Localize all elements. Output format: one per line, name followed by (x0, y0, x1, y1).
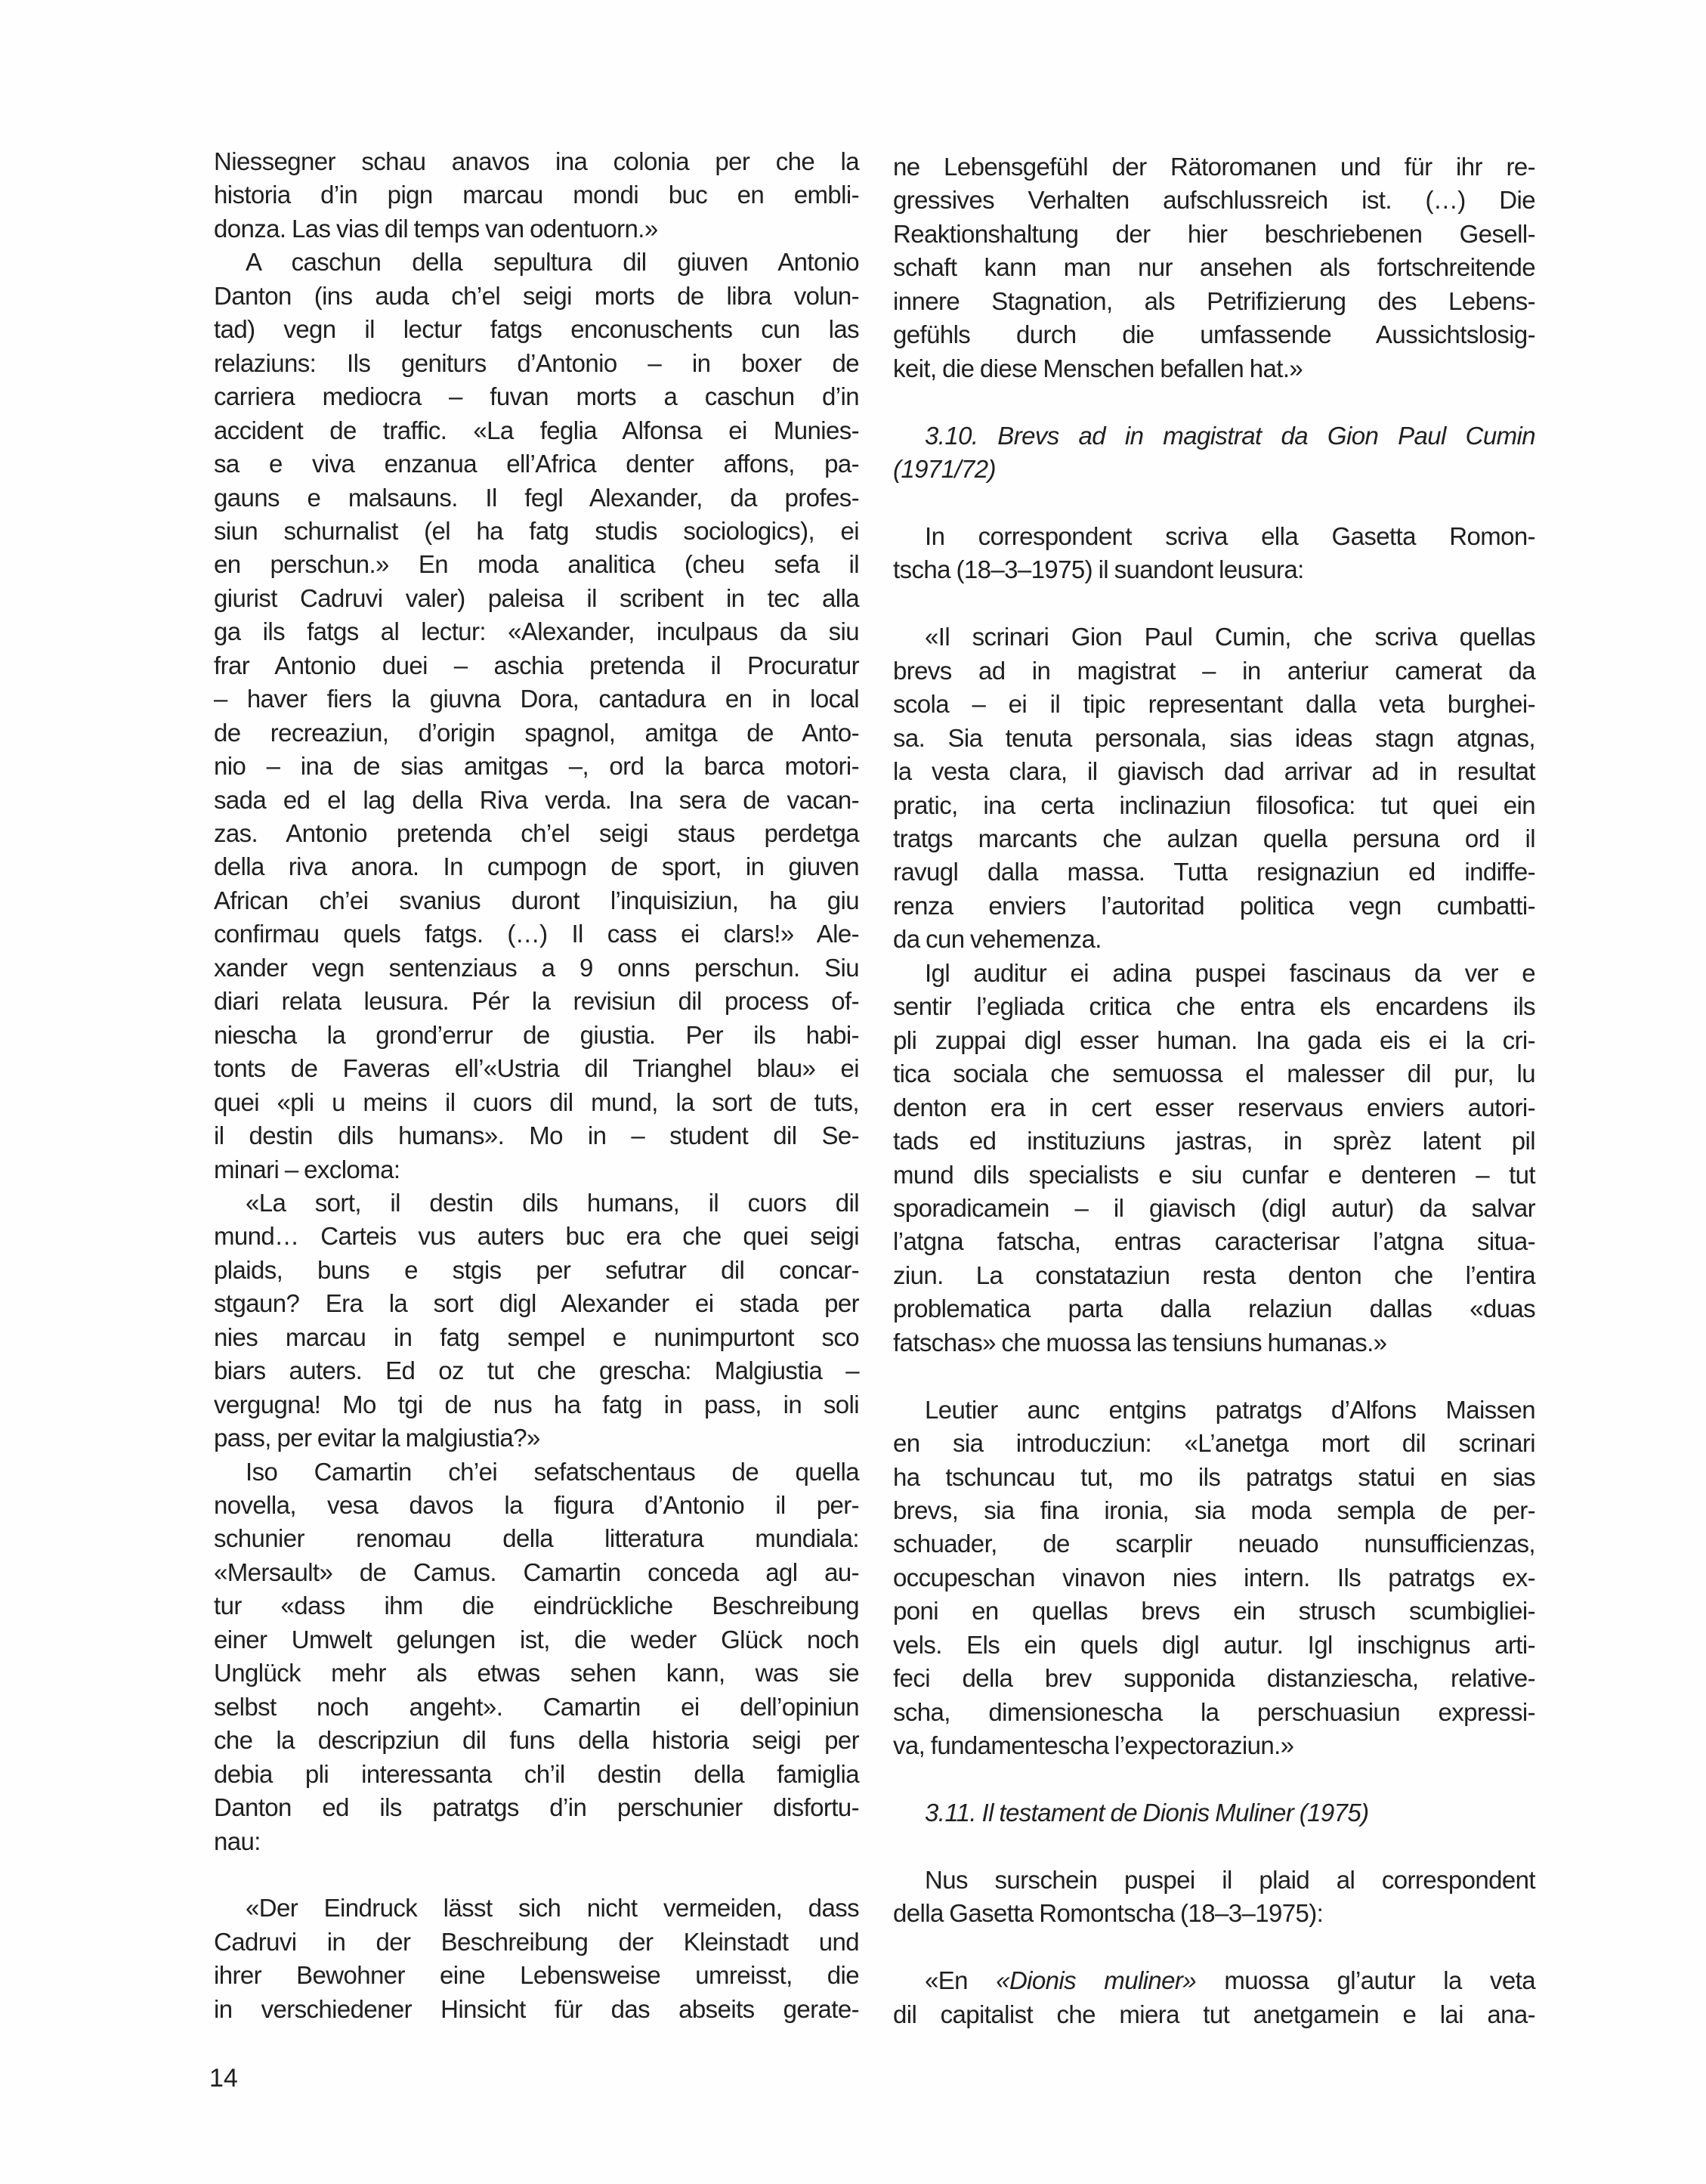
text-line: en perschun.» En moda analitica (cheu sefa il (214, 550, 859, 579)
text-line: sada ed el lag della Riva verda. Ina sera de vacan- (214, 785, 859, 814)
text-line: A caschun della sepultura dil giuven Antonio (246, 248, 859, 277)
text-line: giurist Cadruvi valer) paleisa il scribent in tec alla (214, 583, 859, 612)
text-line: fatschas» che muossa las tensiuns humanas.» (893, 1328, 1387, 1356)
text-line: ha tschuncau tut, mo ils patratgs statui en sias (893, 1462, 1535, 1491)
text-line: vergugna! Mo tgi de nus ha fatg in pass, in soli (214, 1390, 859, 1418)
text-line: carriera mediocra – fuvan morts a caschun d’in (214, 382, 859, 411)
text-line: schuader, de scarplir neuado nunsufficienzas, (893, 1530, 1535, 1558)
text-line: pratic, ina certa inclinaziun filosofica: tut quei ein (893, 790, 1535, 819)
text-line: tratgs marcants che aulzan quella persuna ord il (893, 824, 1535, 852)
text-line: ne Lebensgefühl der Rätoromanen und für ihr re- (893, 153, 1535, 181)
text-line: African ch’ei svanius duront l’inquisiziun, ha giu (214, 886, 859, 914)
text-line: historia d’in pign marcau mondi buc en embli- (214, 181, 859, 209)
text-line: poni en quellas brevs ein strusch scumbigliei- (893, 1597, 1535, 1626)
text-line: gefühls durch die umfassende Aussichtslosig- (893, 320, 1535, 349)
text-line: pass, per evitar la malgiustia?» (214, 1424, 540, 1452)
text-line (893, 1964, 1535, 1997)
text-line: einer Umwelt gelungen ist, die weder Glück noch (214, 1625, 859, 1653)
text-line: Niessegner schau anavos ina colonia per che la (214, 147, 859, 175)
text-line: novella, vesa davos la figura d’Antonio il per- (214, 1491, 859, 1519)
text-span: muossa gl’autur la veta (1196, 1966, 1535, 1995)
text-line: Leutier aunc entgins patratgs d’Alfons Maissen (925, 1395, 1535, 1424)
text-span: «En (925, 1966, 997, 1995)
text-line: donza. Las vias dil temps van odentuorn.» (214, 214, 658, 243)
text-line: ziun. La constataziun resta denton che l’entira (893, 1261, 1535, 1289)
text-line: schaft kann man nur ansehen als fortschreitende (893, 253, 1535, 282)
text-line: Nus surschein puspei il plaid al correspondent (925, 1865, 1535, 1894)
text-line: Igl auditur ei adina puspei fascinaus da ver e (925, 958, 1535, 987)
text-line: la vesta clara, il giavisch dad arrivar ad in resultat (893, 757, 1535, 786)
text-line: selbst noch angeht». Camartin ei dell’opiniun (214, 1692, 859, 1721)
text-line: – haver fiers la giuvna Dora, cantadura en in local (214, 685, 859, 713)
text-line: nio – ina de sias amitgas –, ord la barca motori- (214, 752, 859, 781)
text-line: minari – excloma: (214, 1155, 400, 1183)
text-line: tscha (18–3–1975) il suandont leusura: (893, 555, 1304, 584)
section-heading-line: (1971/72) (893, 455, 996, 484)
text-line: mund… Carteis vus auters buc era che quei seigi (214, 1222, 859, 1251)
text-line: plaids, buns e stgis per sefutrar dil concar- (214, 1255, 859, 1284)
text-line: siun schurnalist (el ha fatg studis sociologics), ei (214, 516, 859, 545)
text-line: Cadruvi in der Beschreibung der Kleinstadt und (214, 1927, 859, 1956)
text-line: tad) vegn il lectur fatgs enconuschents cun las (214, 315, 859, 344)
text-line: nies marcau in fatg sempel e nunimpurtont sco (214, 1322, 859, 1351)
text-line: «Mersault» de Camus. Camartin conceda agl au- (214, 1558, 859, 1586)
text-line: denton era in cert esser reservaus enviers autori- (893, 1093, 1535, 1121)
text-line: della Gasetta Romontscha (18–3–1975): (893, 1899, 1324, 1928)
page-number: 14 (209, 2064, 238, 2093)
text-line: gauns e malsauns. Il fegl Alexander, da profes- (214, 483, 859, 512)
text-line: tonts de Faveras ell’«Ustria dil Trianghel blau» ei (214, 1054, 859, 1083)
text-line: relaziuns: Ils geniturs d’Antonio – in boxer de (214, 348, 859, 377)
text-line: il destin dils humans». Mo in – student dil Se- (214, 1121, 859, 1150)
text-line: da cun vehemenza. (893, 925, 1102, 954)
text-line: xander vegn sentenziaus a 9 onns perschun. Siu (214, 953, 859, 982)
text-line: sa e viva enzanua ell’Africa denter affons, pa- (214, 450, 859, 478)
text-line: diari relata leusura. Pér la revisiun dil process of- (214, 987, 859, 1016)
text-line: stgaun? Era la sort digl Alexander ei stada per (214, 1289, 859, 1318)
text-line: dil capitalist che miera tut anetgamein e lai ana- (893, 2000, 1535, 2028)
text-line: «Der Eindruck lässt sich nicht vermeiden, dass (246, 1894, 859, 1923)
text-line: sentir l’egliada critica che entra els encardens ils (893, 992, 1535, 1021)
text-line: frar Antonio duei – aschia pretenda il Procuratur (214, 651, 859, 679)
text-line: che la descripziun dil funs della historia seigi per (214, 1726, 859, 1755)
text-line: schunier renomau della litteratura mundiala: (214, 1524, 859, 1553)
text-line: Unglück mehr als etwas sehen kann, was sie (214, 1659, 859, 1687)
text-line: quei «pli u meins il cuors dil mund, la sort de tuts, (214, 1087, 859, 1116)
text-line: confirmau quels fatgs. (…) Il cass ei clars!» Ale- (214, 920, 859, 948)
text-line: sa. Sia tenuta personala, sias ideas stagn atgnas, (893, 723, 1535, 752)
text-line: «La sort, il destin dils humans, il cuors dil (246, 1188, 859, 1217)
text-line: keit, die diese Menschen befallen hat.» (893, 354, 1303, 382)
text-line: niescha la grond’errur de giustia. Per ils habi- (214, 1020, 859, 1049)
text-line: in verschiedener Hinsicht für das abseits gerate- (214, 1994, 859, 2023)
italic-title: «Dionis muliner» (996, 1966, 1197, 1995)
text-line: In correspondent scriva ella Gasetta Romon- (925, 521, 1535, 550)
text-line: mund dils specialists e siu cunfar e denteren – tut (893, 1160, 1535, 1189)
section-heading-line: 3.10. Brevs ad in magistrat da Gion Paul Cumin (925, 421, 1535, 450)
text-line: della riva anora. In cumpogn de sport, in giuven (214, 852, 859, 881)
text-line: biars auters. Ed oz tut che grescha: Malgiustia – (214, 1356, 859, 1385)
text-line: Danton (ins auda ch’el seigi morts de libra volun- (214, 281, 859, 310)
text-line: tads ed instituziuns jastras, in sprèz latent pil (893, 1127, 1535, 1155)
text-line: tur «dass ihm die eindrückliche Beschreibung (214, 1592, 859, 1620)
text-line: scha, dimensionescha la perschuasiun expressi- (893, 1697, 1535, 1726)
text-line: vels. Els ein quels digl autur. Igl inschignus arti- (893, 1630, 1535, 1659)
text-line: gressives Verhalten aufschlussreich ist. (…) Die (893, 186, 1535, 215)
text-line: Reaktionshaltung der hier beschriebenen Gesell- (893, 219, 1535, 248)
text-line: tica sociala che semuossa el malesser dil pur, lu (893, 1060, 1535, 1088)
text-line: innere Stagnation, als Petrifizierung des Lebens- (893, 286, 1535, 315)
text-line: brevs ad in magistrat – in anteriur camerat da (893, 656, 1535, 685)
text-line: debia pli interessanta ch’il destin della famiglia (214, 1759, 859, 1788)
text-line: scola – ei il tipic representant dalla veta burghei- (893, 690, 1535, 719)
text-line: accident de traffic. «La feglia Alfonsa ei Munies- (214, 416, 859, 444)
text-line: l’atgna fatscha, entras caracterisar l’atgna situa- (893, 1227, 1535, 1256)
text-line: ga ils fatgs al lectur: «Alexander, inculpaus da siu (214, 617, 859, 646)
section-heading-line: 3.11. Il testament de Dionis Muliner (1975) (925, 1799, 1369, 1827)
text-line: zas. Antonio pretenda ch’el seigi staus perdetga (214, 819, 859, 847)
text-line: feci della brev supponida distanziescha, relative- (893, 1664, 1535, 1693)
text-line: de recreaziun, d’origin spagnol, amitga de Anto- (214, 718, 859, 747)
text-line: Danton ed ils patratgs d’in perschunier disfortu- (214, 1793, 859, 1822)
text-line: ravugl dalla massa. Tutta resignaziun ed indiffe- (893, 858, 1535, 886)
text-line: occupeschan vinavon nies intern. Ils patratgs ex- (893, 1563, 1535, 1592)
text-line: va, fundamentescha l’expectoraziun.» (893, 1731, 1294, 1760)
text-line: problematica parta dalla relaziun dallas «duas (893, 1295, 1535, 1323)
text-line: «Il scrinari Gion Paul Cumin, che scriva quellas (925, 623, 1535, 651)
text-line: nau: (214, 1827, 261, 1855)
text-line: brevs, sia fina ironia, sia moda sempla de per- (893, 1496, 1535, 1524)
text-line: en sia introducziun: «L’anetga mort dil scrinari (893, 1429, 1535, 1458)
text-line: sporadicamein – il giavisch (digl autur) da salvar (893, 1193, 1535, 1222)
text-line: ihrer Bewohner eine Lebensweise umreisst, die (214, 1961, 859, 1990)
text-line: renza enviers l’autoritad politica vegn cumbatti- (893, 891, 1535, 920)
text-line: Iso Camartin ch’ei sefatschentaus de quella (246, 1457, 859, 1486)
text-line: pli zuppai digl esser human. Ina gada eis ei la cri- (893, 1025, 1535, 1054)
